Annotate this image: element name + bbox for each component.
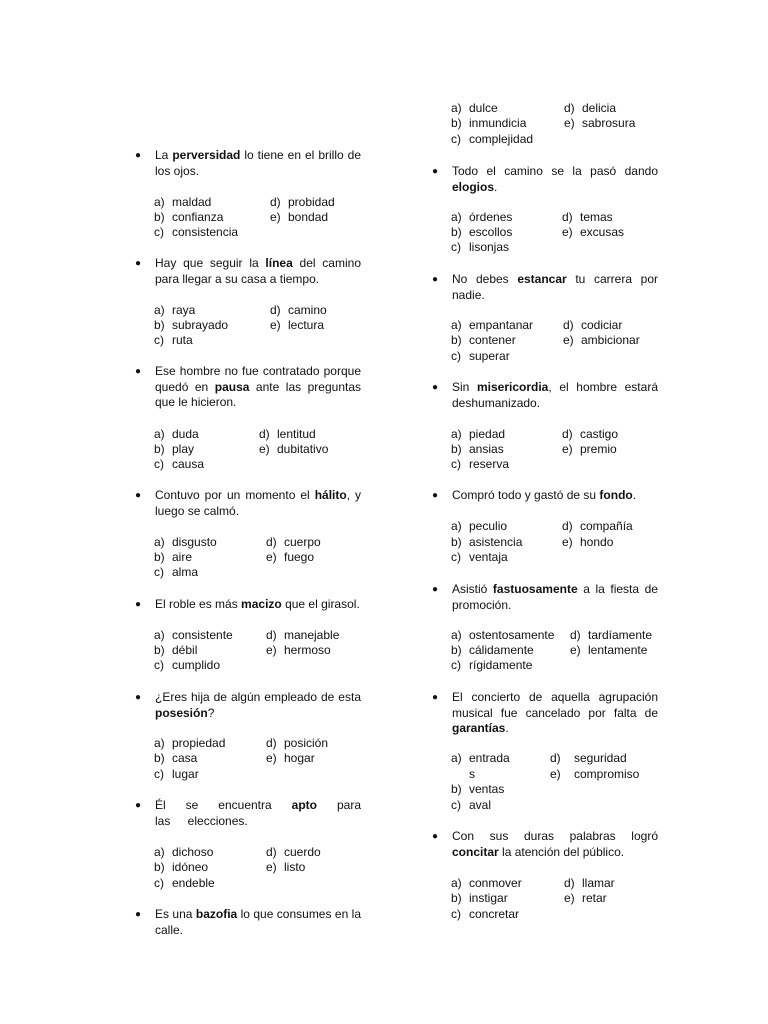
option-e[interactable]: e) compromiso	[550, 767, 640, 781]
bullet-icon: ●	[432, 382, 439, 393]
bullet-icon: ●	[135, 800, 142, 811]
bullet-icon: ●	[432, 831, 439, 842]
option-e[interactable]: e) hermoso	[266, 643, 331, 657]
option-c[interactable]: c) cumplido	[154, 658, 221, 672]
option-c[interactable]: c) alma	[154, 565, 199, 579]
key-word: línea	[265, 256, 293, 270]
question-2	[136, 256, 361, 287]
option-a[interactable]: a) piedad	[451, 427, 506, 441]
question-stem: ● ¿Eres hija de algún empleado de esta posesión?	[135, 690, 361, 720]
option-d[interactable]: d) manejable	[266, 628, 340, 642]
option-c[interactable]: c) aval	[451, 798, 492, 812]
option-c[interactable]: c) ruta	[154, 333, 193, 347]
option-d[interactable]: d) castigo	[562, 427, 619, 441]
option-a[interactable]: a) raya	[154, 303, 196, 317]
option-c[interactable]: c) superar	[451, 349, 510, 363]
option-b[interactable]: b) escollos	[451, 225, 513, 239]
option-e[interactable]: e) bondad	[270, 210, 329, 224]
option-a[interactable]: a) empantanar	[451, 318, 534, 332]
option-a-wrap: s	[469, 767, 475, 781]
option-c[interactable]: c) complejidad	[451, 132, 534, 146]
option-d[interactable]: d) seguridad	[550, 751, 627, 765]
option-c[interactable]: c) lugar	[154, 767, 199, 781]
question-1	[136, 148, 361, 179]
option-a[interactable]: a) conmover	[451, 876, 522, 890]
option-c[interactable]: c) reserva	[451, 457, 510, 471]
bullet-icon: ●	[135, 599, 142, 610]
option-b[interactable]: b) subrayado	[154, 318, 229, 332]
key-word: estancar	[517, 272, 567, 286]
key-word: hálito	[314, 488, 347, 502]
option-d[interactable]: d) llamar	[564, 876, 615, 890]
key-word: bazofia	[195, 907, 238, 921]
option-b[interactable]: b) contener	[451, 333, 516, 347]
option-a[interactable]: a) disgusto	[154, 535, 217, 549]
question-stem: ● Es una bazofia lo que consumes en la calle.	[135, 907, 361, 937]
option-c[interactable]: c) endeble	[154, 876, 215, 890]
key-word: macizo	[241, 597, 282, 611]
option-e[interactable]: e) lentamente	[570, 643, 648, 657]
option-b[interactable]: b) instigar	[451, 891, 508, 905]
option-a[interactable]: a) peculio	[451, 519, 508, 533]
option-d[interactable]: d) posición	[266, 736, 329, 750]
option-a[interactable]: a) propiedad	[154, 736, 226, 750]
bullet-icon: ●	[135, 258, 142, 269]
question-9	[433, 164, 658, 195]
key-word: perversidad	[172, 148, 241, 162]
question-stem: ● El roble es más macizo que el girasol.	[135, 597, 360, 611]
option-c[interactable]: c) causa	[154, 457, 205, 471]
option-b[interactable]: b) cálidamente	[451, 643, 534, 657]
option-d[interactable]: d) lentitud	[259, 427, 316, 441]
bullet-icon: ●	[135, 366, 142, 377]
question-stem: ● El concierto de aquella agrupación musical fue cancelado por falta de garantías.	[432, 690, 658, 735]
option-d[interactable]: d) probidad	[270, 195, 335, 209]
option-e[interactable]: e) sabrosura	[564, 116, 636, 130]
bullet-icon: ●	[135, 692, 142, 703]
question-12	[433, 488, 658, 504]
question-10	[433, 272, 658, 303]
option-b[interactable]: b) inmundicia	[451, 116, 527, 130]
option-d[interactable]: d) tardíamente	[570, 628, 653, 642]
option-c[interactable]: c) ventaja	[451, 550, 508, 564]
option-e[interactable]: e) dubitativo	[259, 442, 329, 456]
option-a[interactable]: a) maldad	[154, 195, 212, 209]
option-c[interactable]: c) rígidamente	[451, 658, 533, 672]
option-d[interactable]: d) temas	[562, 210, 613, 224]
option-e[interactable]: e) fuego	[266, 550, 315, 564]
option-a[interactable]: a) dichoso	[154, 845, 214, 859]
question-13	[433, 582, 658, 613]
question-stem: ● Todo el camino se la pasó dando elogios.	[432, 164, 658, 194]
question-15	[433, 829, 658, 860]
option-a[interactable]: a) consistente	[154, 628, 233, 642]
option-c[interactable]: c) consistencia	[154, 225, 239, 239]
bullet-icon: ●	[432, 166, 439, 177]
left-column	[136, 0, 361, 1024]
option-a[interactable]: a) duda	[154, 427, 199, 441]
option-b[interactable]: b) play	[154, 442, 195, 456]
question-3	[136, 364, 361, 411]
option-b[interactable]: b) idóneo	[154, 860, 209, 874]
bullet-icon: ●	[432, 490, 439, 501]
option-b[interactable]: b) débil	[154, 643, 198, 657]
option-a[interactable]: a) órdenes	[451, 210, 513, 224]
key-word: pausa	[214, 379, 250, 394]
option-b[interactable]: b) confianza	[154, 210, 224, 224]
key-word: apto	[291, 798, 317, 812]
option-b[interactable]: b) aire	[154, 550, 193, 564]
question-14	[433, 690, 658, 737]
bullet-icon: ●	[135, 490, 142, 501]
option-e[interactable]: e) retar	[564, 891, 607, 905]
option-d[interactable]: d) cuerpo	[266, 535, 321, 549]
option-b[interactable]: b) ansias	[451, 442, 504, 456]
bullet-icon: ●	[135, 150, 142, 161]
question-11	[433, 380, 658, 411]
key-word: fondo	[599, 488, 633, 502]
question-6	[136, 690, 361, 721]
option-c[interactable]: c) lisonjas	[451, 240, 510, 254]
option-a[interactable]: a) entrada	[451, 751, 510, 765]
question-stem: ● Contuvo por un momento el hálito, y luego se calmó.	[135, 488, 362, 518]
option-d[interactable]: d) camino	[270, 303, 327, 317]
question-stem: ● Compró todo y gastó de su fondo.	[432, 488, 637, 502]
key-word: garantías	[452, 721, 506, 735]
question-stem: ● Asistió fastuosamente a la fiesta de promoción.	[432, 582, 658, 612]
question-4	[136, 488, 361, 519]
option-e[interactable]: e) excusas	[562, 225, 625, 239]
question-stem: ● Con sus duras palabras logró concitar la atención del público.	[432, 829, 658, 859]
bullet-icon: ●	[432, 692, 439, 703]
question-5	[136, 597, 361, 613]
question-stem: ● No debes estancar tu carrera por nadie.	[432, 272, 658, 302]
option-e[interactable]: e) ambicionar	[563, 333, 640, 347]
right-column	[433, 0, 658, 1024]
option-e[interactable]: e) hogar	[266, 751, 315, 765]
option-d[interactable]: d) delicia	[564, 101, 617, 115]
option-e[interactable]: e) hondo	[562, 535, 614, 549]
question-stem: ● Sin misericordia, el hombre estará deshumanizado.	[432, 380, 658, 410]
key-word: concitar	[452, 844, 499, 859]
question-stem: ● La perversidad lo tiene en el brillo de los ojos.	[135, 148, 361, 178]
option-b[interactable]: b) ventas	[451, 782, 505, 796]
bullet-icon: ●	[135, 909, 142, 920]
option-d[interactable]: d) compañía	[562, 519, 633, 533]
question-8	[136, 907, 361, 938]
option-b[interactable]: b) casa	[154, 751, 198, 765]
question-stem: ● Hay que seguir la línea del camino para llegar a su casa a tiempo.	[135, 256, 361, 286]
option-b[interactable]: b) asistencia	[451, 535, 523, 549]
question-7	[136, 798, 361, 829]
option-a[interactable]: a) ostentosamente	[451, 628, 555, 642]
key-word: misericordia	[476, 380, 549, 394]
option-e[interactable]: e) listo	[266, 860, 306, 874]
key-word: elogios	[452, 179, 495, 194]
key-word: fastuosamente	[492, 582, 578, 596]
option-c[interactable]: c) concretar	[451, 907, 520, 921]
bullet-icon: ●	[432, 584, 439, 595]
bullet-icon: ●	[432, 274, 439, 285]
question-stem: ● Ese hombre no fue contratado porque quedó en pausa ante las preguntas que le hicieron.	[135, 364, 361, 409]
option-e[interactable]: e) premio	[562, 442, 617, 456]
option-d[interactable]: d) cuerdo	[266, 845, 321, 859]
option-a[interactable]: a) dulce	[451, 101, 498, 115]
question-stem: ● Él se encuentra apto para las elecciones.	[135, 798, 361, 828]
key-word: posesión	[155, 705, 208, 720]
option-e[interactable]: e) lectura	[270, 318, 325, 332]
option-d[interactable]: d) codiciar	[563, 318, 623, 332]
